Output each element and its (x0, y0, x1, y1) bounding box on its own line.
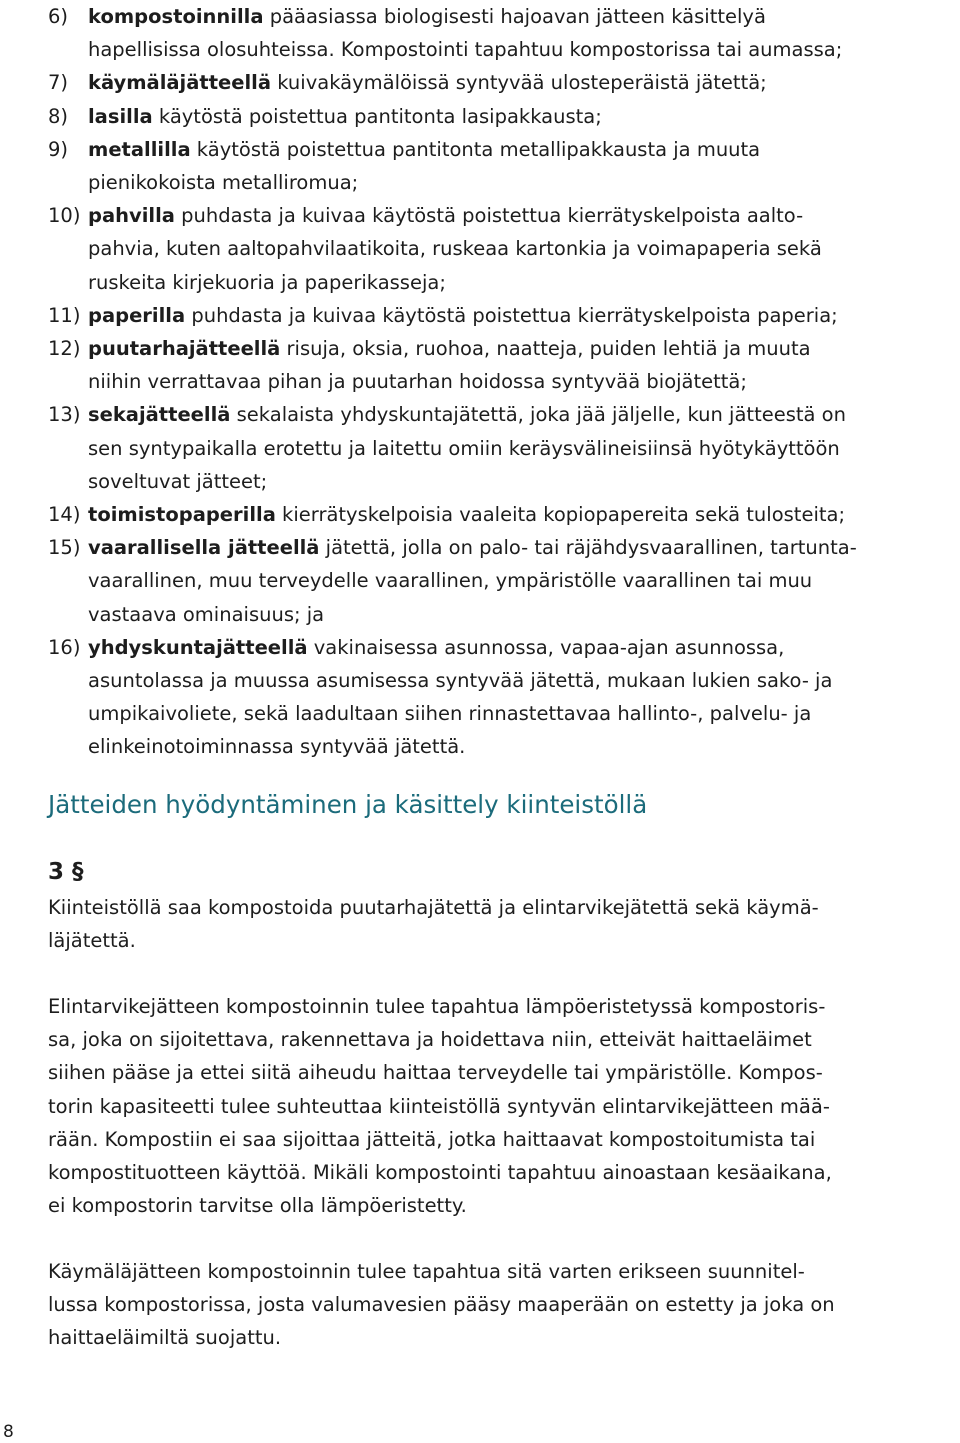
defined-term: pahvilla (88, 204, 175, 228)
item-line (88, 598, 948, 631)
definition-text: risuja, oksia, ruohoa, naatteja, puiden lehtiä ja muuta (280, 337, 811, 361)
paragraph-line: ei kompostorin tarvitse olla lämpöeristetty. (48, 1194, 467, 1218)
definition-list (48, 0, 948, 764)
definition-item (48, 66, 948, 99)
paragraph-line: sa, joka on sijoitettava, rakennettava ja hoidettava niin, etteivät haittaeläimet (48, 1028, 812, 1052)
paragraph-line: torin kapasiteetti tulee suhteuttaa kiinteistöllä syntyvän elintarvikejätteen mää- (48, 1094, 830, 1118)
definition-item (48, 332, 948, 398)
definition-item (48, 631, 948, 764)
item-line (88, 498, 948, 531)
item-line (88, 730, 948, 763)
paragraph-line: Kiinteistöllä saa kompostoida puutarhajätettä ja elintarvikejätettä sekä käymä- (48, 896, 819, 919)
definition-text: hapellisissa olosuhteissa. Kompostointi tapahtuu kompostorissa tai aumassa; (88, 38, 843, 62)
item-line (88, 199, 948, 232)
definition-text: asuntolassa ja muussa asumisessa syntyvää jätettä, mukaan lukien sako- ja (88, 669, 833, 693)
item-line (88, 398, 948, 431)
paragraph-line: Elintarvikejätteen kompostoinnin tulee tapahtua lämpöeristetyssä kompostoris- (48, 995, 826, 1018)
item-line (88, 465, 948, 498)
item-line (88, 133, 948, 166)
defined-term: käymäläjätteellä (88, 71, 272, 95)
definition-item (48, 0, 948, 66)
item-number: 15) (48, 536, 81, 560)
item-line (88, 432, 948, 465)
item-line (88, 232, 948, 265)
item-line (88, 332, 948, 365)
defined-term: toimistopaperilla (88, 503, 276, 527)
item-line (88, 531, 948, 564)
defined-term: kompostoinnilla (88, 5, 264, 28)
item-number: 11) (48, 303, 81, 327)
definition-text: pienikokoista metalliromua; (88, 171, 359, 195)
item-number: 7) (48, 71, 69, 95)
defined-term: yhdyskuntajätteellä (88, 635, 308, 659)
paragraph-line: siihen pääse ja ettei siitä aiheudu haittaa terveydelle tai ympäristölle. Kompos- (48, 1061, 823, 1085)
definition-text: käytöstä poistettua pantitonta lasipakkausta; (152, 104, 602, 128)
definition-text: puhdasta ja kuivaa käytöstä poistettua kierrätyskelpoista paperia; (185, 303, 838, 327)
item-number: 12) (48, 337, 81, 361)
paragraph-line: kompostituotteen käyttöä. Mikäli kompostointi tapahtuu ainoastaan kesäaikana, (48, 1161, 832, 1185)
item-number: 6) (48, 5, 69, 28)
defined-term: metallilla (88, 137, 191, 161)
paragraph-line: haittaeläimiltä suojattu. (48, 1326, 282, 1350)
paragraph-line: läjätettä. (48, 929, 136, 953)
item-line (88, 631, 948, 664)
defined-term: vaarallisella jätteellä (88, 536, 320, 560)
page-number: 8 (3, 1422, 14, 1442)
definition-text: kierrätyskelpoisia vaaleita kopiopapereita sekä tulosteita; (275, 503, 846, 527)
item-number: 8) (48, 104, 69, 128)
definition-text: ruskeita kirjekuoria ja paperikasseja; (88, 270, 446, 294)
paragraph-line: Käymäläjätteen kompostoinnin tulee tapahtua sitä varten erikseen suunnitel- (48, 1260, 805, 1283)
paragraph-line: lussa kompostorissa, josta valumavesien pääsy maaperään on estetty ja joka on (48, 1293, 835, 1317)
document-page (48, 0, 948, 1350)
item-number: 13) (48, 403, 81, 427)
definition-text: soveltuvat jätteet; (88, 469, 268, 493)
item-line (88, 0, 948, 33)
definition-text: pääasiassa biologisesti hajoavan jätteen käsittelyä (263, 5, 766, 28)
definition-text: vastaava ominaisuus; ja (88, 602, 325, 626)
item-line (88, 365, 948, 398)
item-number: 10) (48, 204, 81, 228)
definition-text: pahvia, kuten aaltopahvilaatikoita, ruskeaa kartonkia ja voimapaperia sekä (88, 237, 822, 261)
item-line (88, 664, 948, 697)
definition-text: elinkeinotoiminnassa syntyvää jätettä. (88, 735, 466, 759)
definition-item (48, 199, 948, 299)
item-line (88, 697, 948, 730)
defined-term: puutarhajätteellä (88, 337, 281, 361)
definition-text: sen syntypaikalla erotettu ja laitettu omiin keräysvälineisiinsä hyötykäyttöön (88, 436, 840, 460)
definition-text: niihin verrattavaa pihan ja puutarhan hoidossa syntyvää biojätettä; (88, 370, 747, 394)
item-line (88, 299, 948, 332)
paragraph-2 (48, 990, 948, 1222)
definition-item (48, 531, 948, 631)
item-line (88, 33, 948, 66)
item-line (88, 166, 948, 199)
definition-text: jätettä, jolla on palo- tai räjähdysvaarallinen, tartunta- (319, 536, 857, 560)
defined-term: sekajätteellä (88, 403, 231, 427)
paragraph-line: rään. Kompostiin ei saa sijoittaa jätteitä, jotka haittaavat kompostoitumista tai (48, 1127, 816, 1151)
definition-text: vaarallinen, muu terveydelle vaarallinen, ympäristölle vaarallinen tai muu (88, 569, 813, 593)
definition-item (48, 299, 948, 332)
paragraph-3 (48, 1255, 948, 1355)
item-line (88, 100, 948, 133)
defined-term: paperilla (88, 303, 186, 327)
definition-text: umpikaivoliete, sekä laadultaan siihen rinnastettavaa hallinto-, palvelu- ja (88, 702, 812, 726)
item-number: 16) (48, 635, 81, 659)
item-number: 14) (48, 503, 81, 527)
definition-item (48, 133, 948, 199)
section-number: 3 § (48, 859, 84, 885)
definition-item (48, 498, 948, 531)
definition-text: vakinaisessa asunnossa, vapaa-ajan asunnossa, (307, 635, 785, 659)
item-line (88, 66, 948, 99)
item-line (88, 564, 948, 597)
definition-text: kuivakäymälöissä syntyvää ulosteperäistä jätettä; (271, 71, 767, 95)
definition-item (48, 100, 948, 133)
definition-text: käytöstä poistettua pantitonta metallipakkausta ja muuta (190, 137, 761, 161)
definition-text: puhdasta ja kuivaa käytöstä poistettua kierrätyskelpoista aalto- (174, 204, 804, 228)
item-number: 9) (48, 137, 69, 161)
definition-item (48, 398, 948, 498)
definition-text: sekalaista yhdyskuntajätettä, joka jää jäljelle, kun jätteestä on (230, 403, 846, 427)
defined-term: lasilla (88, 104, 153, 128)
section-heading: Jätteiden hyödyntäminen ja käsittely kiinteistöllä (48, 790, 648, 819)
paragraph-1 (48, 891, 948, 957)
item-line (88, 266, 948, 299)
